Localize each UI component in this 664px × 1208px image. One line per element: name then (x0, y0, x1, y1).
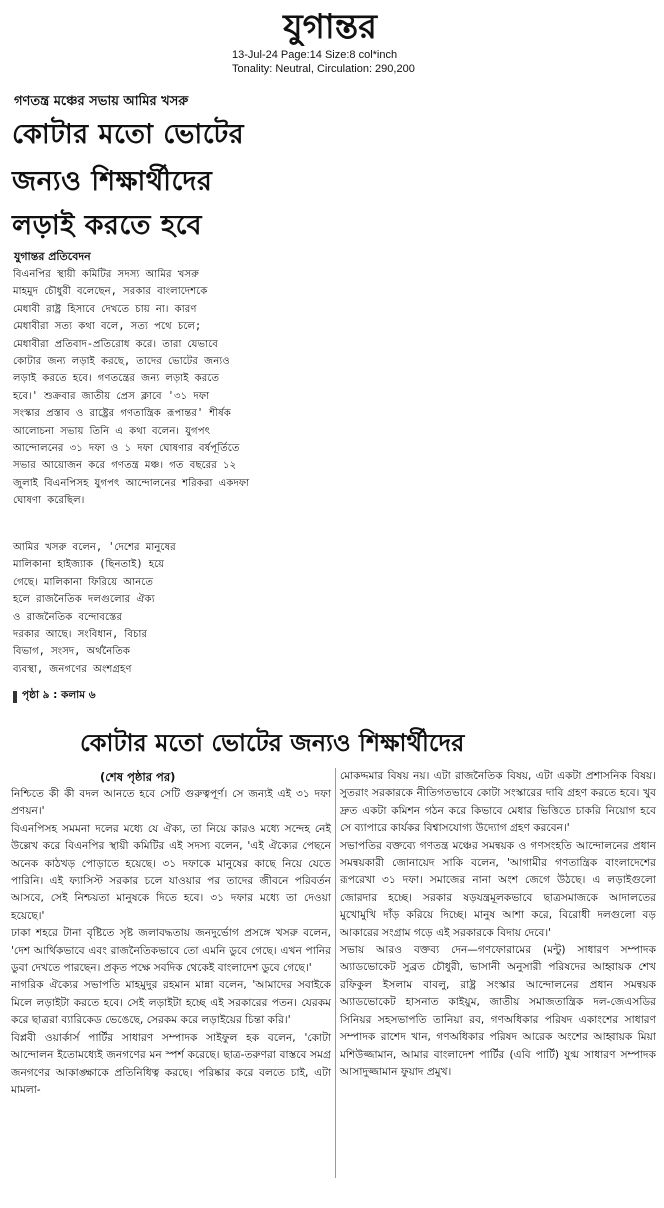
continuation-headline: কোটার মতো ভোটের জন্যও শিক্ষার্থীদের (80, 729, 465, 757)
article-body-top: বিএনপির স্থায়ী কমিটির সদস্য আমির খসরু মাহমুদ চৌধুরী বলেছেন, সরকার বাংলাদেশকে মেধাবী রাষ্ট্র হিসাবে দেখতে চায় না। কারণ মেধাবীরা সত্য কথা বলে, সত্য পথে চলে; মেধাবীরা প্রতিবাদ-প্রতিরোধ করে। তারা যেভাবে কোটার জন্য লড়াই করছে, তাদের ভোটের জন্যও লড়াই করতে হবে। গণতন্ত্রের জন্য লড়াই করতে হবে।' শুক্রবার জাতীয় প্রেস ক্লাবে '৩১ দফা সংস্কার প্রস্তাব ও রাষ্ট্রের গণতান্ত্রিক রূপান্তর' শীর্ষক আলোচনা সভায় তিনি এ কথা বলেন। যুগপৎ আন্দোলনের ৩১ দফা ও ১ দফা ঘোষণার বর্ষপূর্তিতে সভার আয়োজন করে গণতন্ত্র মঞ্চ। গত বছরের ১২ জুলাই বিএনপিসহ যুগপৎ আন্দোলনের শরিকরা একদফা ঘোষণা করেছিল। (13, 269, 250, 507)
continuation-column-right (340, 768, 656, 1081)
jump-marker (13, 691, 17, 703)
clipping-meta-tonality: Tonality: Neutral, Circulation: 290,200 (232, 63, 415, 75)
paragraph: ঢাকা শহরে টানা বৃষ্টিতে সৃষ্ট জলাবদ্ধতায় জনদুর্ভোগ প্রসঙ্গে খসরু বলেন, 'দেশ আর্থিকভাবে এবং রাজনৈতিকভাবে তো এমনি ডুবে গেছে। এখন পানির ডুবা দেখতে পারছেন। প্রকৃত পক্ষে সবদিক থেকেই বাংলাদেশ ডুবে গেছে।' (11, 927, 331, 975)
paragraph: সভাপতির বক্তব্যে গণতন্ত্র মঞ্চের সমন্বয়ক ও গণসংহতি আন্দোলনের প্রধান সমন্বয়কারী জোনায়েদ সাকি বলেন, 'আগামীর গণতান্ত্রিক বাংলাদেশের রূপরেখা ৩১ দফা। সমাজের নানা অংশ জেগে উঠছে। এ লড়াইগুলো জোরদার হচ্ছে। সরকার ষড়যন্ত্রমূলকভাবে ছাত্রসমাজকে আদালতের মুখোমুখি দাঁড় করিয়ে দিচ্ছে। মানুষ আশা করে, বিরোধী দলগুলো বড় আকারের সংগ্রাম গড়ে এই সরকারকে বিদায় দেবে।' (340, 839, 656, 939)
paragraph: বিপ্লবী ওয়ার্কার্স পার্টির সাধারণ সম্পাদক সাইফুল হক বলেন, 'কোটা আন্দোলন ইতোমধ্যেই জনগণের মন স্পর্শ করেছে। ছাত্র-তরুণরা বাস্তবে সমগ্র জনগণের আকাঙ্ক্ষাকে প্রতিনিধিত্ব করছে। পরিষ্কার করে বলতে চাই, এটা মামলা- (11, 1031, 331, 1096)
headline-line-2: জন্যও শিক্ষার্থীদের (12, 166, 213, 197)
jump-reference: পৃষ্ঠা ৯ : কলাম ৬ (22, 689, 96, 701)
paragraph: বিএনপিসহ সমমনা দলের মধ্যে যে ঐক্য, তা নিয়ে কারও মধ্যে সন্দেহ নেই উল্লেখ করে বিএনপির স্থায়ী কমিটির এই সদস্য বলেন, 'এই ঐক্যের পেছনে অনেক কাঠখড় পোড়াতে হয়েছে। ৩১ দফাকে মানুষের কাছে নিয়ে যেতে পারিনি। এই ফ্যাসিস্ট সরকার চলে যাওয়ার পর তাদের জীবনে পরিবর্তন আসবে, সেই নিশ্চয়তা মানুষকে দিতে হবে। ৩১ দফার মধ্যে তা দেওয়া হয়েছে।' (11, 822, 331, 922)
headline-line-1: কোটার মতো ভোটের (12, 119, 245, 150)
svg-text:যুগান্তর: যুগান্তর (283, 7, 377, 46)
article-kicker: গণতন্ত্র মঞ্চের সভায় আমির খসরু (14, 94, 189, 109)
paragraph: নাগরিক ঐক্যের সভাপতি মাহমুদুর রহমান মান্না বলেন, 'আমাদের সবাইকে মিলে লড়াইটা করতে হবে। সেই লড়াইটা হচ্ছে এই সরকারের পতন। যেরকম করে ছাত্ররা ব্যারিকেড ভেঙেছে, সেরকম করে লড়াইয়ের চিন্তা করি।' (11, 979, 331, 1027)
byline: যুগান্তর প্রতিবেদন (14, 250, 91, 263)
masthead-logo (230, 4, 430, 46)
continuation-column-left (11, 786, 331, 1099)
continuation-from: (শেষ পৃষ্ঠার পর) (100, 770, 176, 784)
clipping-meta-date: 13-Jul-24 Page:14 Size:8 col*inch (232, 49, 398, 61)
article-body-bottom: আমির খসরু বলেন, 'দেশের মানুষের মালিকানা হাইজ্যাক (ছিনতাই) হয়ে গেছে। মালিকানা ফিরিয়ে আনতে হলে রাজনৈতিক দলগুলোর ঐক্য ও রাজনৈতিক বন্দোবস্তের দরকার আছে। সংবিধান, বিচার বিভাগ, সংসদ, অর্থনৈতিক ব্যবস্থা, জনগণের অংশগ্রহণ (13, 542, 176, 675)
headline-line-3: লড়াই করতে হবে (12, 210, 202, 241)
paragraph: মোকদ্দমার বিষয় নয়। এটা রাজনৈতিক বিষয়, এটা একটা প্রশাসনিক বিষয়। সুতরাং সরকারকে নীতিগতভাবে কোটা সংস্কারের দাবি গ্রহণ করতে হবে। খুব দ্রুত একটা কমিশন গঠন করে কিভাবে মেধার ভিত্তিতে চাকরি নিয়োগ হবে সে ব্যাপারে কার্যকর বিশ্বাসযোগ্য উদ্যোগ গ্রহণ করবেন।' (340, 770, 656, 835)
paragraph: নিশ্চিতে কী কী বদল আনতে হবে সেটি গুরুত্বপূর্ণ। সে জন্যই এই ৩১ দফা প্রণয়ন।' (11, 788, 331, 818)
column-divider (335, 768, 336, 1178)
paragraph: সভায় আরও বক্তব্য দেন—গণফোরামের (মন্টু) সাধারণ সম্পাদক অ্যাডভোকেট সুব্রত চৌধুরী, ভাসানী অনুসারী পরিষদের আহ্বায়ক শেখ রফিকুল ইসলাম বাবলু, রাষ্ট্র সংস্কার আন্দোলনের প্রধান সমন্বয়ক অ্যাডভোকেট হাসনাত কাইয়ুম, জাতীয় সমাজতান্ত্রিক দল-জেএসডির সিনিয়র সহসভাপতি তানিয়া রব, গণঅধিকার পরিষদ একাংশের সাধারণ সম্পাদক রাশেদ খান, গণঅধিকার পরিষদ আরেক অংশের আহ্বায়ক মিয়া মশিউজ্জামান, আমার বাংলাদেশ পার্টির (এবি পার্টি) যুগ্ম সাধারণ সম্পাদক আসাদুজ্জামান ফুয়াদ প্রমুখ। (340, 944, 656, 1078)
